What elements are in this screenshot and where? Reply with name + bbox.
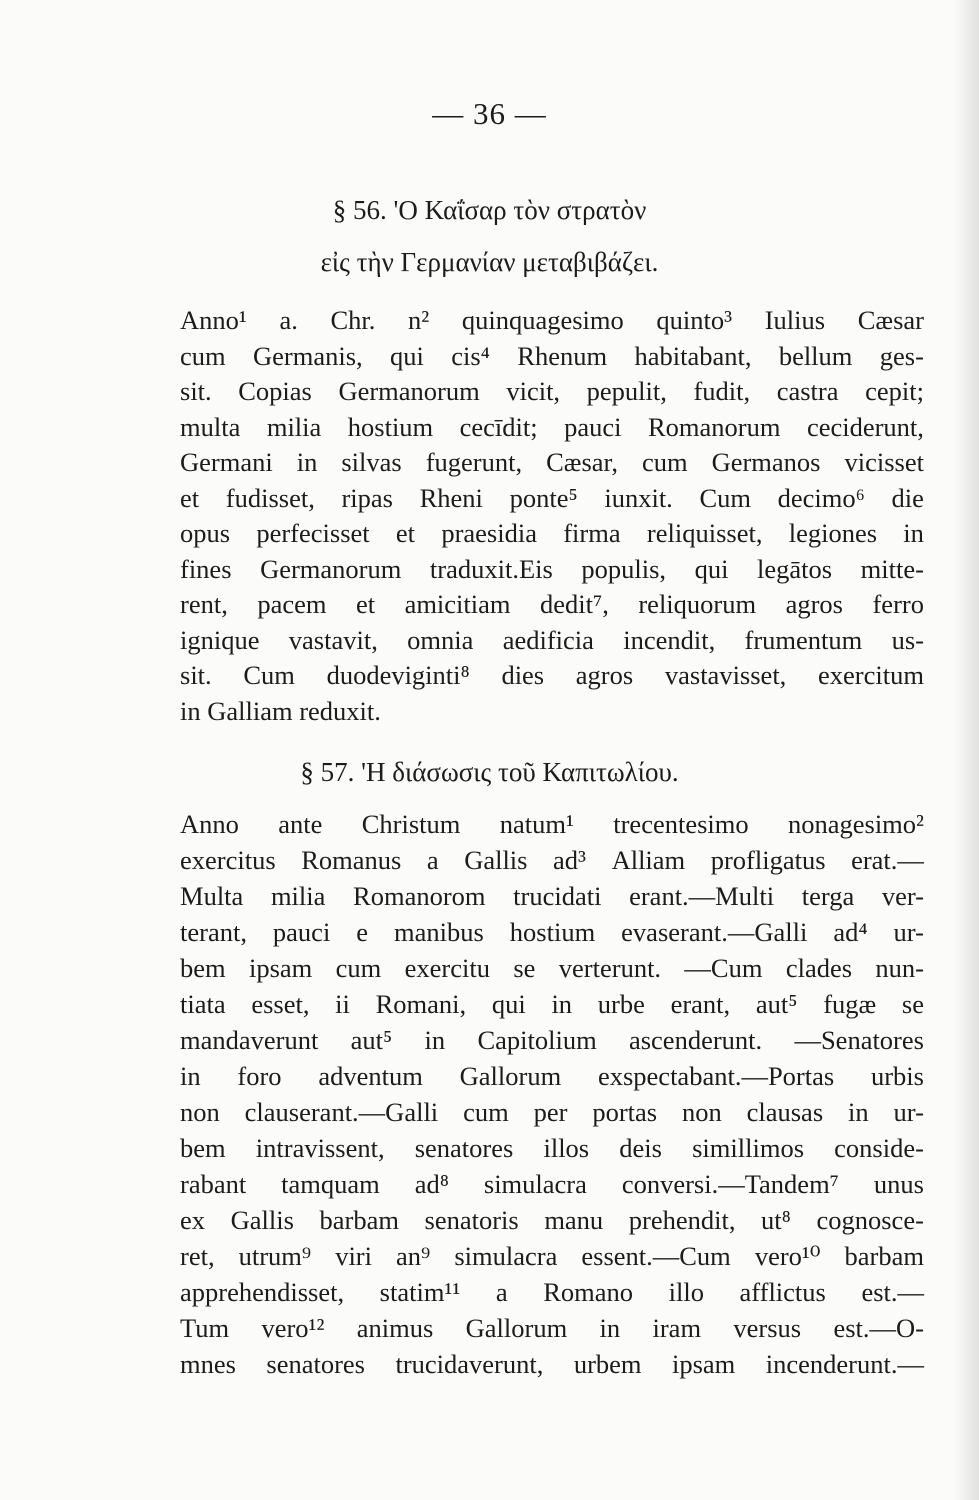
text-line: rabant tamquam ad⁸ simulacra conversi.—Tandem⁷ unus bbox=[180, 1169, 924, 1199]
text-line: fines Germanorum traduxit.Eis populis, qui legātos mitte- bbox=[180, 553, 924, 584]
text-line: in foro adventum Gallorum exspectabant.—Portas urbis bbox=[180, 1061, 924, 1091]
text-line: sit. Cum duodeviginti⁸ dies agros vastavisset, exercitum bbox=[180, 660, 924, 690]
text-line: sit. Copias Germanorum vicit, pepulit, fudit, castra cepit; bbox=[180, 376, 924, 406]
page-number: — 36 — bbox=[432, 96, 547, 131]
section-56-heading-line2: εἰς τὴν Γερμανίαν μεταβιβάζει. bbox=[320, 247, 659, 277]
text-line: terant, pauci e manibus hostium evaserant.—Galli ad⁴ ur- bbox=[180, 917, 924, 947]
text-line: bem ipsam cum exercitu se verterunt. —Cum clades nun- bbox=[180, 953, 924, 983]
text-line: apprehendisset, statim¹¹ a Romano illo afflictus est.— bbox=[180, 1277, 924, 1307]
text-line: Germani in silvas fugerunt, Cæsar, cum Germanos vicisset bbox=[180, 447, 924, 477]
text-line: multa milia hostium cecīdit; pauci Romanorum ceciderunt, bbox=[180, 411, 924, 442]
text-line: cum Germanis, qui cis⁴ Rhenum habitabant, bellum ges- bbox=[180, 340, 924, 371]
text-line: bem intravissent, senatores illos deis simillimos conside- bbox=[180, 1133, 924, 1163]
section-56-heading-line1: § 56. 'Ο Καΐσαρ τὸν στρατὸν bbox=[332, 195, 647, 225]
text-line: et fudisset, ripas Rheni ponte⁵ iunxit. Cum decimo⁶ die bbox=[180, 482, 924, 513]
text-line: mnes senatores trucidaverunt, urbem ipsam incenderunt.— bbox=[180, 1349, 924, 1379]
text-line: rent, pacem et amicitiam dedit⁷, reliquorum agros ferro bbox=[180, 589, 924, 619]
text-line: tiata esset, ii Romani, qui in urbe erant, aut⁵ fugæ se bbox=[180, 989, 924, 1019]
text-line: ignique vastavit, omnia aedificia incendit, frumentum us- bbox=[180, 624, 924, 655]
text-line: non clauserant.—Galli cum per portas non clausas in ur- bbox=[180, 1097, 924, 1127]
text-line: ret, utrum⁹ viri an⁹ simulacra essent.—Cum vero¹⁰ barbam bbox=[180, 1241, 924, 1271]
text-line: ex Gallis barbam senatoris manu prehendit, ut⁸ cognosce- bbox=[180, 1205, 924, 1235]
text-line: mandaverunt aut⁵ in Capitolium ascenderunt. —Senatores bbox=[180, 1025, 924, 1055]
text-line: Anno ante Christum natum¹ trecentesimo nonagesimo² bbox=[180, 809, 924, 839]
text-line: Tum vero¹² animus Gallorum in iram versus est.—O- bbox=[180, 1313, 924, 1343]
text-line: in Galliam reduxit. bbox=[180, 695, 381, 726]
section-57-body bbox=[180, 806, 924, 1382]
section-57-heading: § 57. 'Η διάσωσις τοῦ Καπιτωλίου. bbox=[300, 757, 679, 787]
section-56-body bbox=[180, 303, 924, 729]
text-line: exercitus Romanus a Gallis ad³ Alliam profligatus erat.— bbox=[180, 845, 924, 875]
text-line: Anno¹ a. Chr. n² quinquagesimo quinto³ Iulius Cæsar bbox=[180, 305, 924, 335]
text-line: opus perfecisset et praesidia firma reliquisset, legiones in bbox=[180, 518, 924, 548]
text-line: Multa milia Romanorom trucidati erant.—Multi terga ver- bbox=[180, 881, 924, 911]
